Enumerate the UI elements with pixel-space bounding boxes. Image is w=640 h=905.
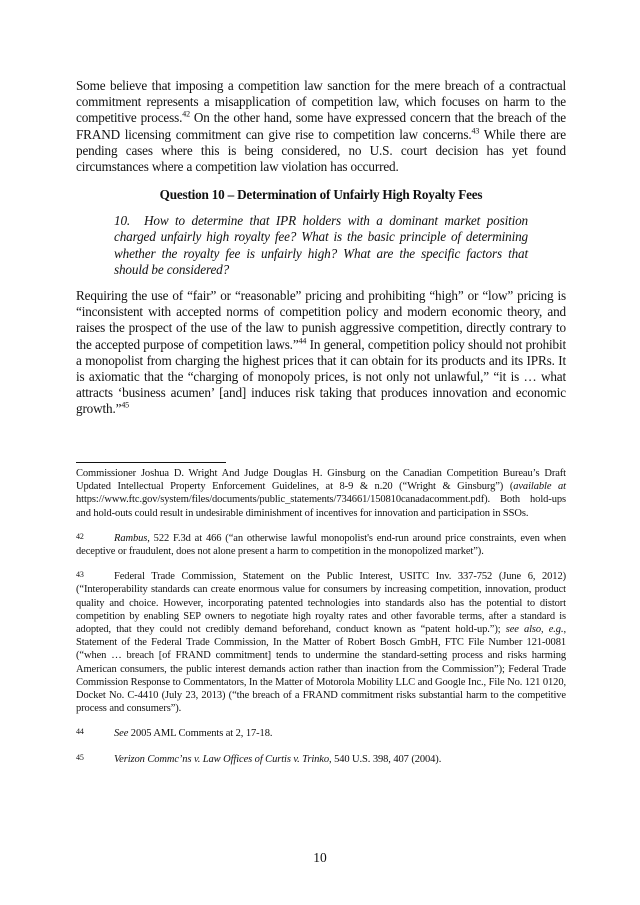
footnote-44-signal: See <box>114 728 129 740</box>
footnote-45-case: Verizon Commc’ns v. Law Offices of Curtis v. Trinko <box>114 753 330 765</box>
footnote-43-italic: see also, e.g. <box>505 624 564 636</box>
footnote-44-text: 2005 AML Comments at 2, 17-18. <box>128 728 273 740</box>
page-number: 10 <box>313 850 327 865</box>
footnote-ref-42[interactable]: 42 <box>182 110 190 120</box>
question-number: 10. <box>114 213 131 229</box>
footnote-number: 44 <box>76 727 84 737</box>
footnote-cont-italic: available at <box>513 481 566 493</box>
question-text: How to determine that IPR holders with a dominant market position charged unfairly high royalty fee? What is the basic principle of determining whether the royalty fee is unfairly high? What are the specific factors that should be considered? <box>114 213 528 277</box>
footnote-number: 45 <box>76 752 84 762</box>
footnote-continued <box>76 467 566 520</box>
para1-text-b: On the other hand, some have expressed concern that the breach of the FRAND licensing commitment can give rise to competition law concerns. <box>76 110 566 142</box>
footnote-cont-text-a: Commissioner Joshua D. Wright And Judge Douglas H. Ginsburg on the Canadian Competition Bureau’s Draft Updated Intellectual Property Enforcement Guidelines, at 8-9 & n.20 (“Wright & Ginsburg”) ( <box>76 468 566 493</box>
para2-text-b: In general, competition policy should not prohibit a monopolist from charging the highest prices that it can obtain for its products and its IPRs. It is axiomatic that the “charging of monopoly prices, is not only not unlawful,” “it is … what attracts ‘business acumen’ [and] induces risk taking that produces innovation and economic growth.” <box>76 336 566 417</box>
section-heading: Question 10 – Determination of Unfairly High Royalty Fees <box>159 187 483 203</box>
para1-text-c: While there are pending cases where this is being considered, no U.S. court decision has yet found circumstances where a competition law violation has occurred. <box>76 126 566 175</box>
footnote-43 <box>76 570 566 715</box>
footnote-43-text-a: Federal Trade Commission, Statement on the Public Interest, USITC Inv. 337-752 (June 6, 2012) (“Interoperability standards can create enormous value for consumers by increasing competition, innovation, product quality and choice. However, incorporating patented technologies into standards also has the potential to distort competition by enabling SEP owners to negotiate high royalty rates and other favorable terms, after a standard is adopted, that they could not credibly demand beforehand, conduct known as “patent hold-up.”); <box>76 571 566 636</box>
footnote-45-text: , 540 U.S. 398, 407 (2004). <box>329 753 442 765</box>
footnote-42 <box>76 532 566 558</box>
footnote-cont-text-b: https://www.ftc.gov/system/files/documents/public_statements/734661/150810canadacomment.pdf). Both hold-ups and hold-outs could result in undesirable diminishment of incentives for innovation and participation in SSOs. <box>76 494 566 519</box>
footnotes-section <box>76 467 566 778</box>
footnote-ref-44[interactable]: 44 <box>298 336 307 346</box>
footnote-42-text: , 522 F.3d at 466 (“an otherwise lawful monopolist's end-run around price constraints, even when deceptive or fraudulent, does not alone present a harm to competition in the monopolized market”). <box>76 532 566 558</box>
para2-text-a: Requiring the use of “fair” or “reasonable” pricing and prohibiting “high” or “low” pricing is “inconsistent with accepted norms of competition policy and modern economic theory, and raises the prospect of the use of the law to punish aggressive competition, directly contrary to the accepted purpose of competition laws.” <box>76 288 566 352</box>
footnote-number: 43 <box>76 570 84 580</box>
footnote-45 <box>76 753 566 766</box>
paragraph-pricing <box>76 288 566 418</box>
document-page <box>76 78 566 418</box>
paragraph-competition-sanction <box>76 78 566 175</box>
footnote-number: 42 <box>76 531 84 541</box>
footnote-43-text-b: , Statement of the Federal Trade Commission, In the Matter of Robert Bosch GmbH, FTC File Number 121-0081 (“when … breach [of FRAND commitment] tends to undermine the standard-setting process and risks harming American consumers, the public interest demands action rather than inaction from the Commission”); Federal Trade Commission Response to Commentators, In the Matter of Motorola Mobility LLC and Google Inc., File No. 121 0120, Docket No. C-4410 (July 23, 2013) (“the breach of a FRAND commitment risks substantial harm to the competitive process and consumers”). <box>76 624 566 715</box>
footnote-ref-43[interactable]: 43 <box>471 126 480 136</box>
footnote-ref-45[interactable]: 45 <box>121 401 130 411</box>
question-block <box>114 213 528 278</box>
footnote-44 <box>76 727 566 740</box>
footnote-separator <box>76 462 226 463</box>
para1-text-a: Some believe that imposing a competition law sanction for the mere breach of a contractual commitment represents a misapplication of competition law, which focuses on harm to the competitive process. <box>76 78 566 126</box>
footnote-42-case: Rambus <box>114 532 148 544</box>
